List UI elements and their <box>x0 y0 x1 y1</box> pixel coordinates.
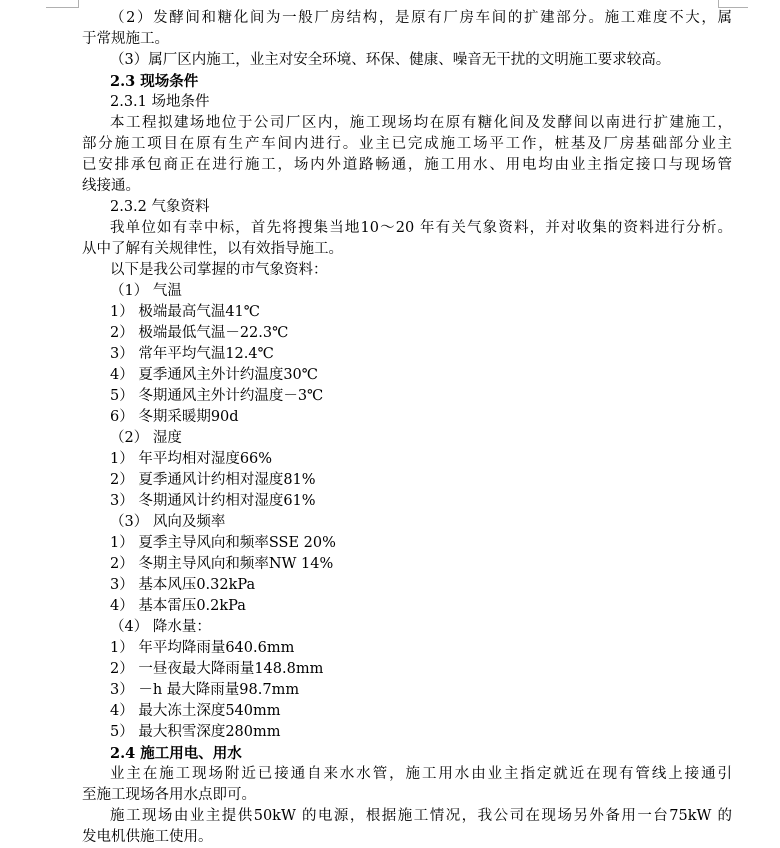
list-item: 2） 一昼夜最大降雨量148.8mm <box>110 661 324 677</box>
list-heading: （2） 湿度 <box>110 430 182 446</box>
list-item: 2） 极端最低气温－22.3℃ <box>110 325 289 341</box>
paragraph-line: 已安排承包商正在进行施工，场内外道路畅通，施工用水、用电均由业主指定接口与现场管 <box>82 157 732 173</box>
paragraph-line: 从中了解有关规律性，以有效指导施工。 <box>82 241 343 257</box>
list-item: 4） 夏季通风主外计约温度30℃ <box>110 367 319 383</box>
paragraph-line: 于常规施工。 <box>82 31 169 47</box>
list-item: 1） 夏季主导风向和频率SSE 20% <box>110 535 336 551</box>
paragraph-line: 以下是我公司掌握的市气象资料： <box>110 262 328 278</box>
list-item: 1） 极端最高气温41℃ <box>110 304 261 320</box>
paragraph-line: 我单位如有幸中标，首先将搜集当地10～20 年有关气象资料，并对收集的资料进行分析。 <box>110 220 732 236</box>
list-item: 1） 年平均相对湿度66% <box>110 451 273 467</box>
list-item: 6） 冬期采暖期90d <box>110 409 239 425</box>
list-item: 5） 最大积雪深度280mm <box>110 724 281 740</box>
paragraph-line: 业主在施工现场附近已接通自来水水管，施工用水由业主指定就近在现有管线上接通引 <box>110 766 732 782</box>
paragraph-line: （3）属厂区内施工，业主对安全环境、环保、健康、噪音无干扰的文明施工要求较高。 <box>110 52 671 68</box>
section-heading: 2.4 施工用电、用水 <box>110 745 242 762</box>
list-heading: （1） 气温 <box>110 283 182 299</box>
list-item: 3） －h 最大降雨量98.7mm <box>110 682 300 698</box>
paragraph-line: 本工程拟建场地位于公司厂区内，施工现场均在原有糖化间及发酵间以南进行扩建施工， <box>110 115 732 131</box>
paragraph-line: 至施工现场各用水点即可。 <box>82 787 256 803</box>
list-heading: （4） 降水量： <box>110 619 211 635</box>
paragraph-line: 施工现场由业主提供50kW 的电源，根据施工情况，我公司在现场另外备用一台75kW 的 <box>110 808 732 824</box>
page-corner-mark-left <box>46 7 78 8</box>
subsection-heading: 2.3.2 气象资料 <box>110 199 210 215</box>
list-heading: （3） 风向及频率 <box>110 514 226 530</box>
list-item: 1） 年平均降雨量640.6mm <box>110 640 295 656</box>
section-heading: 2.3 现场条件 <box>110 73 199 90</box>
list-item: 3） 基本风压0.32kPa <box>110 577 256 593</box>
paragraph-line: 线接通。 <box>82 178 140 194</box>
list-item: 4） 最大冻土深度540mm <box>110 703 281 719</box>
list-item: 3） 常年平均气温12.4℃ <box>110 346 274 362</box>
list-item: 5） 冬期通风主外计约温度－3℃ <box>110 388 324 404</box>
page-corner-mark-right-vertical <box>718 0 719 8</box>
paragraph-line: （2）发酵间和糖化间为一般厂房结构，是原有厂房车间的扩建部分。施工难度不大，属 <box>110 10 732 26</box>
paragraph-line: 部分施工项目在原有生产车间内进行。业主已完成施工场平工作，桩基及厂房基础部分业主 <box>82 136 732 152</box>
paragraph-line: 发电机供施工使用。 <box>82 829 213 845</box>
list-item: 3） 冬期通风计约相对湿度61% <box>110 493 316 509</box>
subsection-heading: 2.3.1 场地条件 <box>110 94 210 110</box>
list-item: 4） 基本雷压0.2kPa <box>110 598 246 614</box>
list-item: 2） 冬期主导风向和频率NW 14% <box>110 556 334 572</box>
list-item: 2） 夏季通风计约相对湿度81% <box>110 472 316 488</box>
page-corner-mark-left-vertical <box>78 0 79 8</box>
